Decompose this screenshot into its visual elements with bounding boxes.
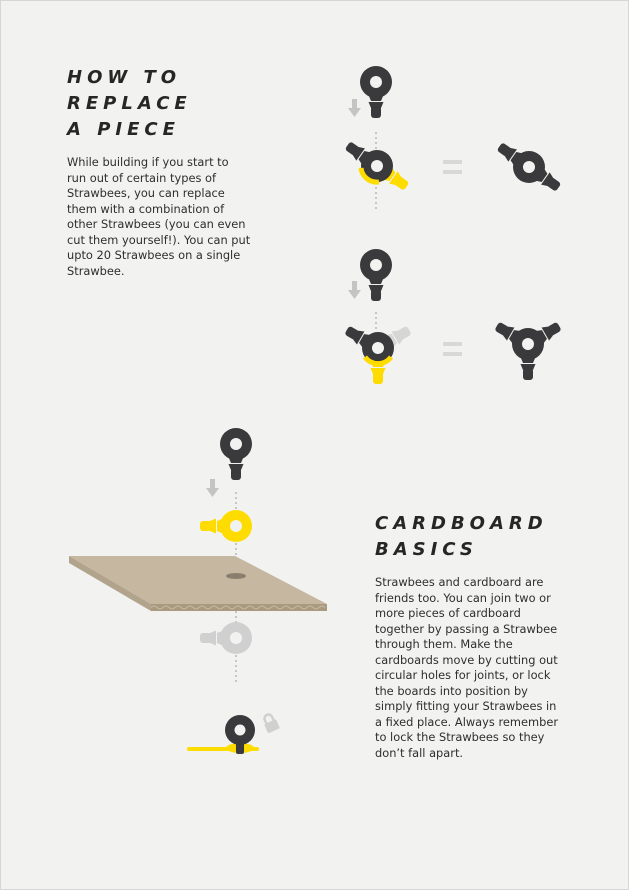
replace-body-line: them with a combination of [67, 201, 225, 216]
cardboard-body-line: the boards into position by [375, 683, 528, 698]
cardboard-body-line: a fixed place. Always remember [375, 714, 559, 729]
cardboard-body-line: to lock the Strawbees so they [375, 730, 545, 744]
cardboard-body-line: through them. Make the [375, 637, 513, 651]
single-connector-dark [360, 66, 392, 118]
down-arrow-icon [348, 281, 361, 299]
cardboard-heading-line: CARDBOARD [375, 513, 548, 534]
result-connector-straight [495, 140, 563, 194]
cardboard-body-line: cardboards move by cutting out [375, 652, 558, 667]
down-arrow-icon [348, 99, 361, 117]
replace-body-line: upto 20 Strawbees on a single [67, 248, 241, 262]
replace-body-line: run out of certain types of [67, 170, 217, 185]
cardboard-body-line: Strawbees and cardboard are [375, 575, 544, 589]
replace-heading-line: HOW TO [67, 67, 182, 88]
single-connector-dark [220, 428, 252, 480]
locked-connector [187, 715, 259, 754]
cardboard-body-line: circular holes for joints, or lock [375, 668, 551, 682]
replace-body-line: Strawbee. [67, 263, 125, 278]
single-connector-ghost [200, 622, 252, 654]
replace-heading-line: REPLACE [67, 93, 192, 114]
cardboard-body-line: simply fitting your Strawbees in [375, 699, 557, 713]
replace-body-line: cut them yourself!). You can put [67, 232, 251, 247]
cardboard-illustration [69, 428, 327, 754]
cardboard-body-line: together by passing a Strawbee [375, 621, 558, 636]
single-connector-dark [360, 249, 392, 301]
down-arrow-icon [206, 479, 219, 497]
replace-body-line: other Strawbees (you can even [67, 217, 246, 231]
replace-row-2 [343, 249, 563, 384]
cardboard-body-line: don’t fall apart. [375, 745, 464, 760]
combined-connector-three [343, 324, 413, 384]
cardboard-heading-line: BASICS [375, 539, 478, 560]
equals-icon [443, 342, 462, 356]
combined-connector [343, 139, 411, 193]
equals-icon [443, 160, 462, 174]
single-connector-yellow [200, 510, 252, 542]
replace-heading-line: A PIECE [67, 119, 180, 140]
replace-body-line: While building if you start to [67, 155, 229, 169]
replace-body-line: Strawbees, you can replace [67, 186, 225, 200]
result-connector-three [493, 320, 563, 380]
cardboard-body-line: more pieces of cardboard [375, 606, 521, 620]
replace-row-1 [343, 66, 563, 210]
cardboard-sheet [69, 556, 327, 611]
cardboard-body-line: friends too. You can join two or [375, 590, 551, 605]
lock-icon [261, 712, 280, 733]
